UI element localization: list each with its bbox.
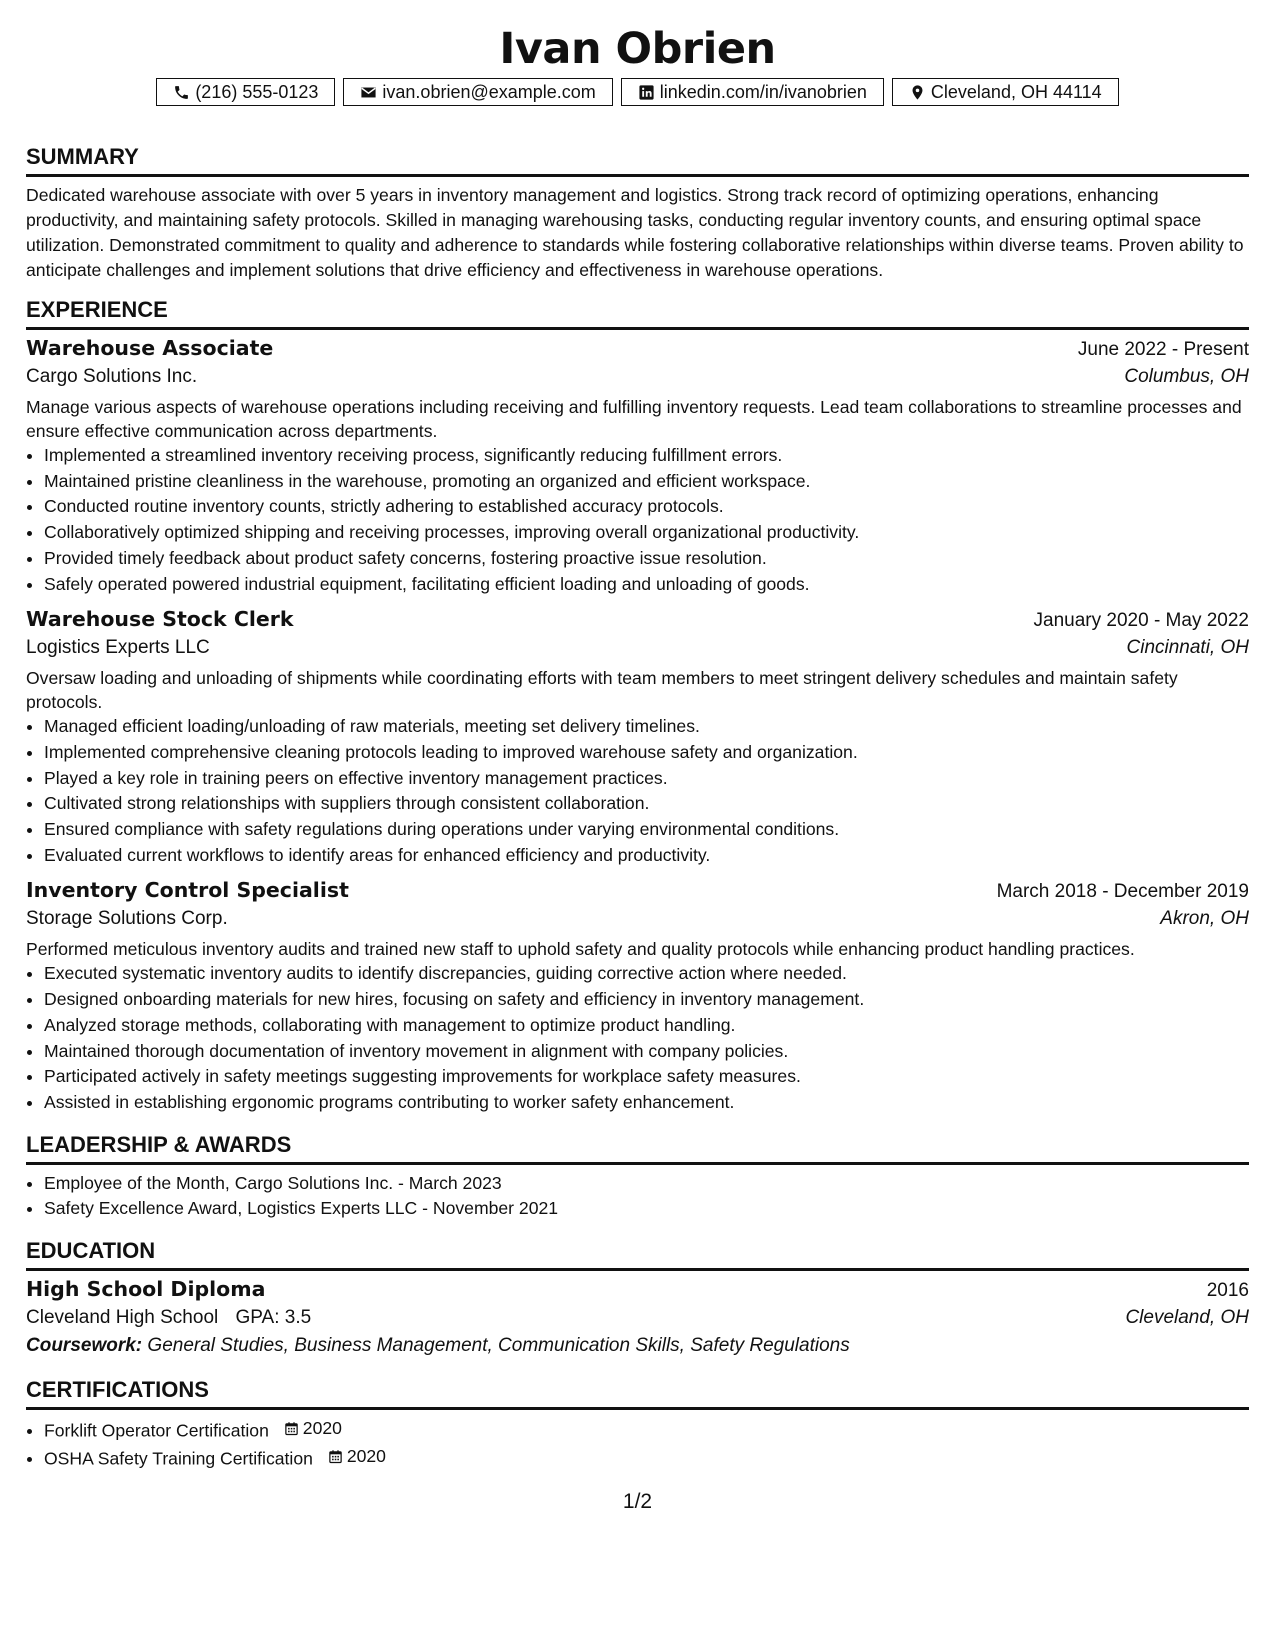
job-bullets [26,961,1249,1115]
calendar-icon [328,1449,343,1464]
section-title-awards: LEADERSHIP & AWARDS [26,1132,1249,1165]
list-item: • Implemented comprehensive cleaning protocols leading to improved warehouse safety and organization. [44,740,1249,766]
envelope-icon [360,84,377,101]
school-location: Cleveland, OH [1125,1307,1249,1329]
list-item: • Ensured compliance with safety regulations during operations under varying environmental conditions. [44,817,1249,843]
job-description: Oversaw loading and unloading of shipments while coordinating efforts with team members to meet stringent delivery schedules and maintain safety protocols. [26,668,1178,713]
map-pin-icon [909,84,926,101]
contact-phone-text: (216) 555-0123 [195,81,319,102]
job-entry [26,336,1249,597]
awards-list [26,1171,1249,1222]
list-item: • Managed efficient loading/unloading of raw materials, meeting set delivery timelines. [44,714,1249,740]
list-item: • Safely operated powered industrial equipment, facilitating efficient loading and unloading of goods. [44,572,1249,598]
graduation-year: 2016 [1206,1280,1249,1302]
candidate-name: Ivan Obrien [499,24,776,74]
phone-icon [173,84,190,101]
gpa: GPA: 3.5 [235,1307,312,1329]
job-bullets [26,443,1249,597]
job-title: Inventory Control Specialist [26,878,349,903]
list-item: • Maintained thorough documentation of inventory movement in alignment with company policies. [44,1039,1249,1065]
education-section [26,1238,1249,1357]
list-item: • Safety Excellence Award, Logistics Experts LLC - November 2021 [44,1196,1249,1222]
degree-title: High School Diploma [26,1277,266,1302]
linkedin-icon [638,84,655,101]
school-name: Cleveland High School [26,1307,219,1329]
coursework-list: General Studies, Business Management, Communication Skills, Safety Regulations [147,1335,850,1357]
job-location: Cincinnati, OH [1126,637,1249,659]
list-item: • Provided timely feedback about product safety concerns, fostering proactive issue resolution. [44,546,1249,572]
coursework-label: Coursework: [26,1335,143,1357]
job-entry [26,607,1249,868]
list-item: • Collaboratively optimized shipping and receiving processes, improving overall organizational productivity. [44,520,1249,546]
contact-phone[interactable] [156,78,335,106]
page-number: 1/2 [622,1490,653,1513]
job-bullets [26,714,1249,868]
list-item: • Analyzed storage methods, collaborating with management to optimize product handling. [44,1013,1249,1039]
experience-section [26,297,1249,1116]
certifications-list [26,1416,1249,1472]
job-title: Warehouse Stock Clerk [26,607,294,632]
section-title-experience: EXPERIENCE [26,297,1249,330]
list-item: • Employee of the Month, Cargo Solutions Inc. - March 2023 [44,1171,1249,1197]
contact-location[interactable] [892,78,1119,106]
section-title-certifications: CERTIFICATIONS [26,1377,1249,1410]
certification-year: 2020 [302,1418,342,1439]
contact-email[interactable] [343,78,612,106]
contact-location-text: Cleveland, OH 44114 [930,81,1102,102]
list-item: • Conducted routine inventory counts, strictly adhering to established accuracy protocols. [44,494,1249,520]
certifications-section [26,1377,1249,1472]
list-item: • Played a key role in training peers on effective inventory management practices. [44,766,1249,792]
list-item: • Evaluated current workflows to identify areas for enhanced efficiency and productivity. [44,843,1249,869]
job-description: Performed meticulous inventory audits and trained new staff to uphold safety and quality protocols while enhancing product handling practices. [26,939,1135,960]
list-item: • Implemented a streamlined inventory receiving process, significantly reducing fulfillment errors. [44,443,1249,469]
list-item [44,1416,1249,1444]
certification-date [328,1444,386,1470]
job-company: Storage Solutions Corp. [26,908,228,930]
list-item: • Designed onboarding materials for new hires, focusing on safety and efficiency in inventory management. [44,987,1249,1013]
job-location: Akron, OH [1160,908,1249,930]
list-item [44,1444,1249,1472]
coursework [26,1335,1249,1357]
contact-linkedin[interactable] [621,78,884,106]
summary-text: Dedicated warehouse associate with over 5 years in inventory management and logistics. Strong track record of optimizing operations, enhancing productivity, and maintaining safety protocols. Skilled in managing warehousing tasks, conducting regular inventory counts, and ensuring optimal space utilization. Demonstrated commitment to quality and adherence to standards while fostering collaborative relationships within diverse teams. Proven ability to anticipate challenges and implement solutions that drive efficiency and effectiveness in warehouse operations. [26,185,1244,280]
contact-bar [26,78,1249,106]
list-item: • Participated actively in safety meetings suggesting improvements for workplace safety measures. [44,1064,1249,1090]
awards-section [26,1132,1249,1222]
job-company: Cargo Solutions Inc. [26,366,198,387]
job-dates: June 2022 - Present [1077,339,1249,360]
section-title-summary: SUMMARY [26,144,1249,177]
certification-date [284,1416,342,1442]
job-title: Warehouse Associate [26,336,274,360]
school-line [26,1307,311,1329]
job-description: Manage various aspects of warehouse operations including receiving and fulfilling inventory requests. Lead team collaborations to streamline processes and ensure effective communication across departments. [26,397,1242,441]
list-item: • Maintained pristine cleanliness in the warehouse, promoting an organized and efficient workspace. [44,469,1249,495]
calendar-icon [284,1421,299,1436]
list-item: • Executed systematic inventory audits to identify discrepancies, guiding corrective action where needed. [44,961,1249,987]
job-dates: January 2020 - May 2022 [1033,610,1249,632]
job-location: Columbus, OH [1124,366,1249,387]
contact-linkedin-text: linkedin.com/in/ivanobrien [659,81,867,102]
contact-email-text: ivan.obrien@example.com [382,81,596,102]
list-item: • Cultivated strong relationships with suppliers through consistent collaboration. [44,791,1249,817]
certification-year: 2020 [346,1446,386,1467]
certification-name: Forklift Operator Certification [44,1420,269,1441]
list-item: • Assisted in establishing ergonomic programs contributing to worker safety enhancement. [44,1090,1249,1116]
job-company: Logistics Experts LLC [26,637,210,659]
summary-section [26,144,1249,283]
certification-name: OSHA Safety Training Certification [44,1448,313,1469]
job-dates: March 2018 - December 2019 [996,881,1249,903]
section-title-education: EDUCATION [26,1238,1249,1271]
job-entry [26,878,1249,1115]
